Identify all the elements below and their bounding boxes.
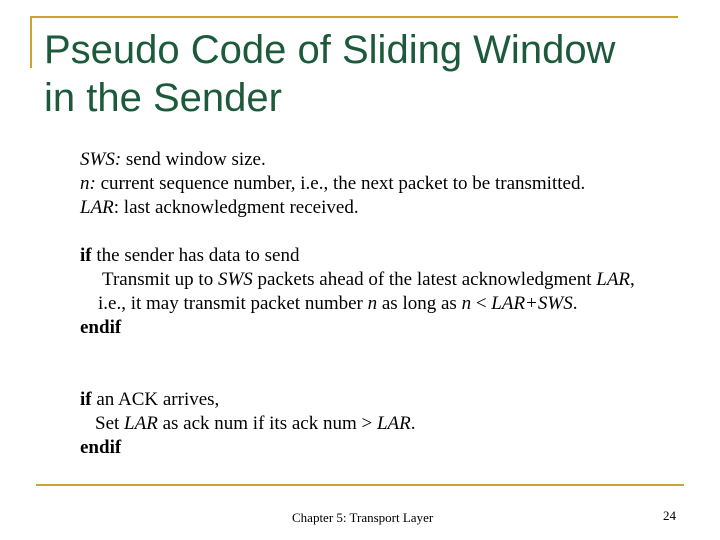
definition-n: [80, 172, 700, 196]
top-divider: [30, 16, 678, 18]
footer-text: Chapter 5: Transport Layer: [292, 510, 434, 525]
period: .: [572, 293, 578, 314]
desc-lar: : last acknowledgment received.: [113, 197, 359, 218]
comma: ,: [630, 269, 635, 290]
spacer: [80, 220, 700, 244]
set-lar-line: [80, 412, 700, 436]
desc-sws: send window size.: [121, 149, 266, 170]
transmit-line: [80, 268, 700, 292]
definition-lar: [80, 196, 700, 220]
ack-if-line: [80, 388, 700, 412]
var-n: n: [461, 293, 472, 314]
term-lar: LAR: [80, 197, 114, 218]
keyword-if: if: [80, 245, 92, 266]
term-n: n:: [80, 173, 96, 194]
var-lar: LAR: [376, 413, 411, 434]
keyword-endif: endif: [80, 317, 122, 338]
left-divider: [30, 16, 32, 68]
period: .: [410, 413, 416, 434]
pseudo-code-block: [80, 148, 700, 460]
less-than: <: [471, 293, 492, 314]
spacer: [80, 340, 700, 388]
var-lar: LAR: [596, 269, 631, 290]
transmit-text: Transmit up to: [102, 269, 218, 290]
term-sws: SWS:: [80, 149, 122, 170]
endif-line: [80, 436, 700, 460]
send-if-line: [80, 244, 700, 268]
definition-sws: [80, 148, 700, 172]
set-text-2: as ack num if its ack num >: [157, 413, 377, 434]
endif-line: [80, 316, 700, 340]
condition-line: [80, 292, 700, 316]
bottom-divider: [36, 484, 684, 486]
page-number: 24: [663, 508, 676, 523]
keyword-if: if: [80, 389, 92, 410]
title-line-1: Pseudo Code of Sliding Window: [44, 28, 616, 72]
ack-condition: an ACK arrives,: [91, 389, 220, 410]
condition-text-2: as long as: [377, 293, 462, 314]
send-condition: the sender has data to send: [91, 245, 300, 266]
var-n: n: [367, 293, 378, 314]
transmit-text-2: packets ahead of the latest acknowledgment: [252, 269, 597, 290]
var-sws: SWS: [217, 269, 253, 290]
desc-n: current sequence number, i.e., the next packet to be transmitted.: [95, 173, 586, 194]
keyword-endif: endif: [80, 437, 122, 458]
set-text: Set: [95, 413, 125, 434]
condition-text: i.e., it may transmit packet number: [98, 293, 368, 314]
slide-title: [44, 26, 684, 122]
var-lar: LAR: [124, 413, 158, 434]
title-line-2: in the Sender: [44, 76, 282, 120]
var-lar-sws: LAR+SWS: [491, 293, 573, 314]
